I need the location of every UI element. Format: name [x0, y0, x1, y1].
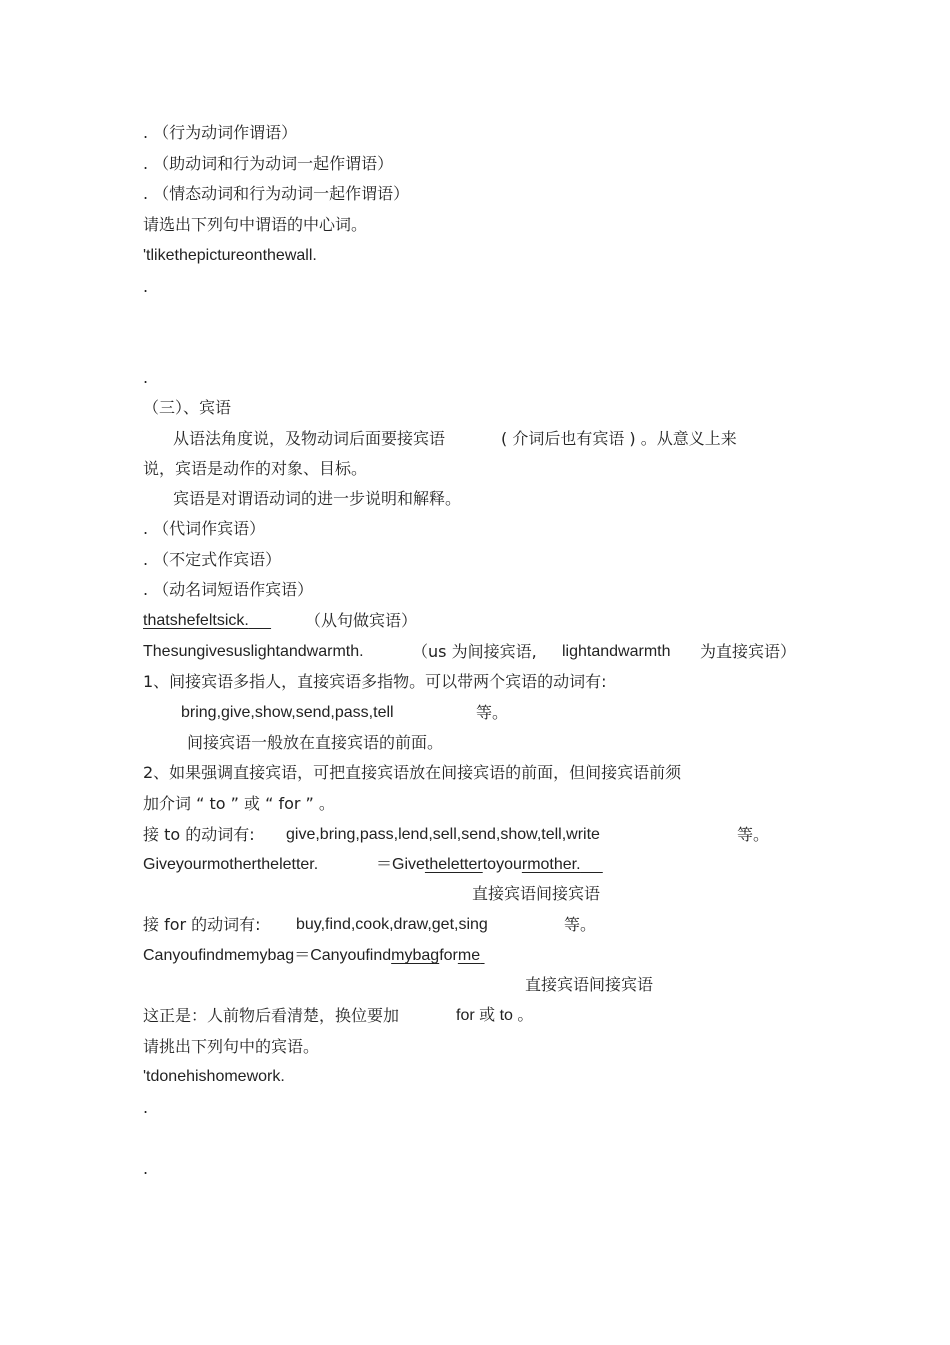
rule-text: 加介词 “ to ” 或 “ for ” 。	[143, 794, 335, 813]
answer-dot: .	[143, 1098, 149, 1117]
verb-label: 接 to 的动词有:	[143, 825, 255, 844]
object-labels: 直接宾语间接宾语	[525, 975, 654, 994]
list-item: . （情态动词和行为动词一起作谓语）	[143, 184, 410, 203]
summary-text: for 或 to 。	[456, 1007, 534, 1024]
list-item: . （不定式作宾语）	[143, 550, 282, 569]
underline-trail	[480, 947, 484, 964]
verb-list: buy,find,cook,draw,get,sing	[296, 916, 488, 933]
list-item: . （助动词和行为动词一起作谓语）	[143, 154, 394, 173]
exercise-prompt: 请挑出下列句中的宾语。	[143, 1037, 320, 1056]
example-note: （us 为间接宾语,	[412, 642, 537, 661]
example-sentence-rewritten	[376, 854, 603, 876]
list-item: . （动名词短语作宾语）	[143, 580, 314, 599]
verb-list-etc: 等。	[564, 915, 597, 934]
exercise-sentence: 'tdonehishomework.	[143, 1068, 285, 1085]
direct-object: mybag	[391, 947, 440, 964]
example-sentence: Giveyourmothertheletter.	[143, 856, 319, 873]
example-note: （从句做宾语）	[305, 611, 418, 630]
example-sentence	[143, 610, 271, 632]
example-sentence: Thesungivesuslightandwarmth.	[143, 643, 364, 660]
list-item: . （代词作宾语）	[143, 519, 266, 538]
verb-list-etc: 等。	[737, 825, 770, 844]
example-text: ＝Canyoufind	[294, 947, 392, 964]
rule-text: 1、间接宾语多指人，直接宾语多指物。可以带两个宾语的动词有:	[143, 672, 607, 691]
example-text: toyou	[482, 856, 522, 873]
rule-note: 间接宾语一般放在直接宾语的前面。	[187, 733, 444, 752]
underline-trail	[581, 856, 603, 873]
paragraph-text: 说，宾语是动作的对象、目标。	[143, 459, 368, 478]
example-text: for	[439, 947, 458, 964]
indirect-object: me	[457, 947, 481, 964]
answer-dot: .	[143, 277, 149, 296]
underline-trail	[249, 612, 271, 629]
direct-object: theletter	[424, 856, 483, 873]
section-heading: （三）、宾语	[143, 398, 232, 417]
example-sentence	[143, 945, 485, 967]
summary-text: 这正是：人前物后看清楚，换位要加	[143, 1006, 400, 1025]
paragraph-text: 从语法角度说，及物动词后面要接宾语	[173, 429, 446, 448]
verb-label: 接 for 的动词有:	[143, 915, 261, 934]
verb-list: bring,give,show,send,pass,tell	[181, 704, 394, 721]
underlined-object: thatshefeltsick.	[143, 612, 249, 629]
answer-dot: .	[143, 1159, 149, 1178]
paragraph-text: 宾语是对谓语动词的进一步说明和解释。	[173, 489, 462, 508]
answer-dot: .	[143, 368, 149, 387]
verb-list-etc: 等。	[476, 703, 509, 722]
list-item: . （行为动词作谓语）	[143, 123, 298, 142]
verb-list: give,bring,pass,lend,sell,send,show,tell,write	[286, 826, 600, 843]
example-text: ＝Give	[376, 856, 425, 873]
paragraph-text: ( 介词后也有宾语 ) 。从意义上来	[501, 429, 737, 448]
example-note: 为直接宾语）	[700, 642, 797, 661]
object-labels: 直接宾语间接宾语	[472, 884, 601, 903]
example-text: Canyoufindmemybag	[143, 947, 295, 964]
indirect-object: rmother.	[521, 856, 581, 873]
exercise-prompt: 请选出下列句中谓语的中心词。	[143, 215, 368, 234]
exercise-sentence: 'tlikethepictureonthewall.	[143, 247, 317, 264]
example-note: lightandwarmth	[562, 643, 671, 660]
rule-text: 2、如果强调直接宾语，可把直接宾语放在间接宾语的前面，但间接宾语前须	[143, 763, 682, 782]
